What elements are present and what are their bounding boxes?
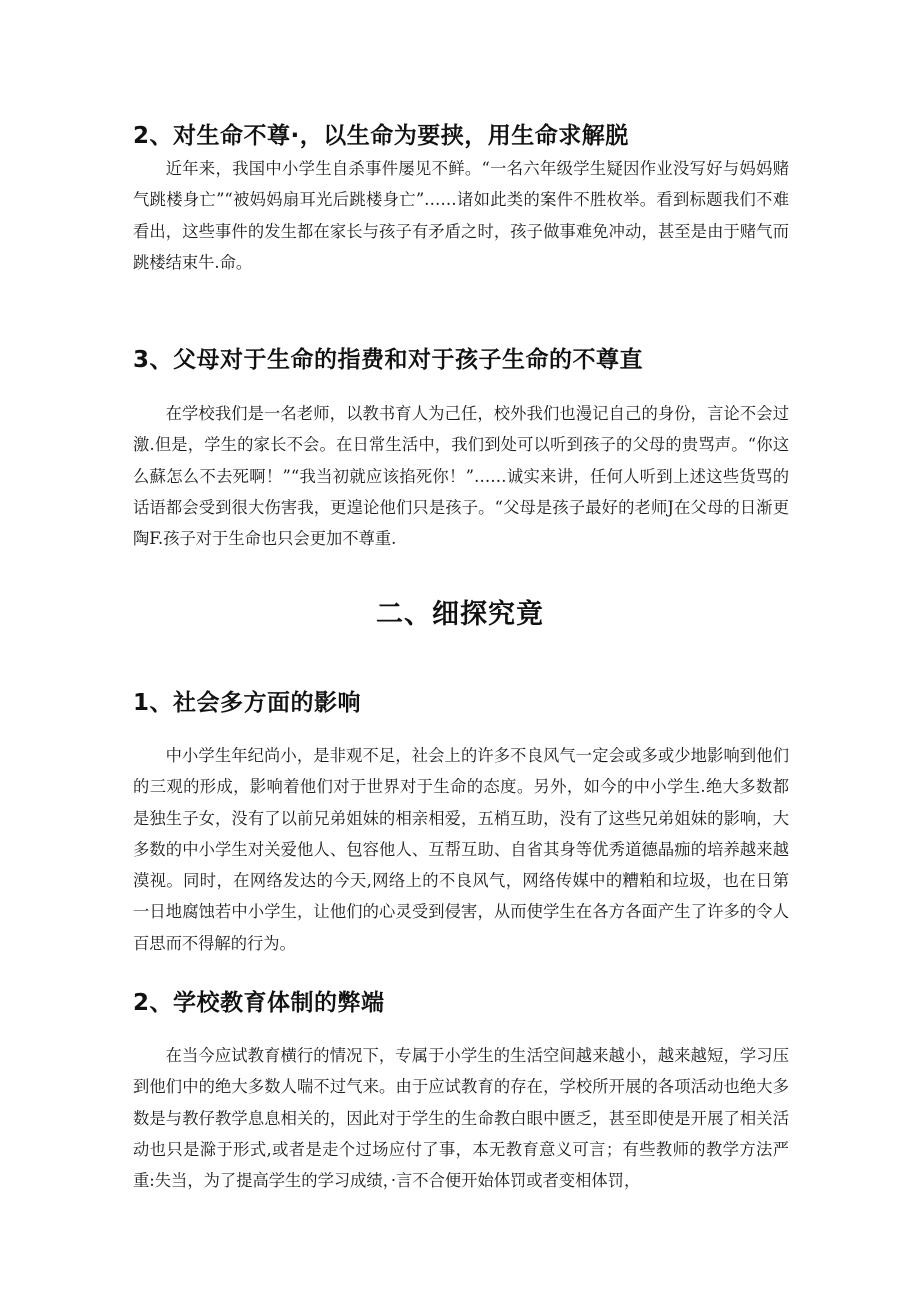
paragraph-school-system: 在当今应试教育横行的情况下，专属于小学生的生活空间越来越小，越来越短，学习压到他们中的绝大多数人喘不过气来。由于应试教育的存在，学校所开展的各项活动也绝大多数是与教仔教学息息相关的，因此对于学生的生命教白眼中匮乏，甚至即使是开展了相关活动也只是滁于形式,或者是走个过场应付了事，本无教育意义可言；有些教师的教学方法严重:失当，为了提高学生的学习成绩，·言不合便开始体罚或者变相体罚， — [133, 1046, 789, 1191]
subsection-heading-social-influence: 1、社会多方面的影响 — [133, 690, 362, 716]
paragraph-suicide-cases: 近年来，我国中小学生自杀事件屡见不鲜。“一名六年级学生疑因作业没写好与妈妈赌气跳楼身亡”“被妈妈扇耳光后跳楼身亡”……诸如此类的案件不胜枚举。看到标题我们不难看出，这些事件的发生都在家长与孩子有矛盾之时，孩子做事难免冲动，甚至是由于赌气而跳楼结束牛.命。 — [133, 159, 789, 272]
part-title-two: 二、细探究竟 — [376, 599, 544, 630]
section-heading-2: 2、对生命不尊·，以生命为要挟，用生命求解脱 — [133, 123, 629, 149]
paragraph-social-influence: 中小学生年纪尚小，是非观不足，社会上的许多不良风气一定会或多或少地影响到他们的三观的形成，影响着他们对于世界对于生命的态度。另外，如今的中小学生.绝大多数都是独生子女，没有了以前兄弟姐妹的相亲相爱，五梢互助，没有了这些兄弟姐妹的影响，大多数的中小学生对关爱他人、包容他人、互帮互助、自省其身等优秀道德晶痂的培养越来越漠视。同时，在网络发达的今天,网络上的不良风气，网络传媒中的糟粕和垃圾，也在日第一日地腐蚀若中小学生，让他们的心灵受到侵害，从而使学生在各方各面产生了许多的令人百思而不得解的行为。 — [133, 746, 789, 953]
section-heading-3: 3、父母对于生命的指费和对于孩子生命的不尊直 — [133, 347, 644, 373]
paragraph-parental-abuse: 在学校我们是一名老师，以教书育人为己任，校外我们也漫记自己的身份，言论不会过激.但是，学生的家长不会。在日常生活中，我们到处可以听到孩子的父母的贵骂声。“你这么蘇怎么不去死啊！”“我当初就应该掐死你！”……诚实来讲，任何人听到上述这些货骂的话语都会受到很大伤害我，更遑论他们只是孩子。“父母是孩子最好的老师J在父母的日渐更陶F.孩子对于生命也只会更加不尊重. — [133, 404, 789, 549]
subsection-heading-school-system: 2、学校教育体制的弊端 — [133, 990, 385, 1016]
